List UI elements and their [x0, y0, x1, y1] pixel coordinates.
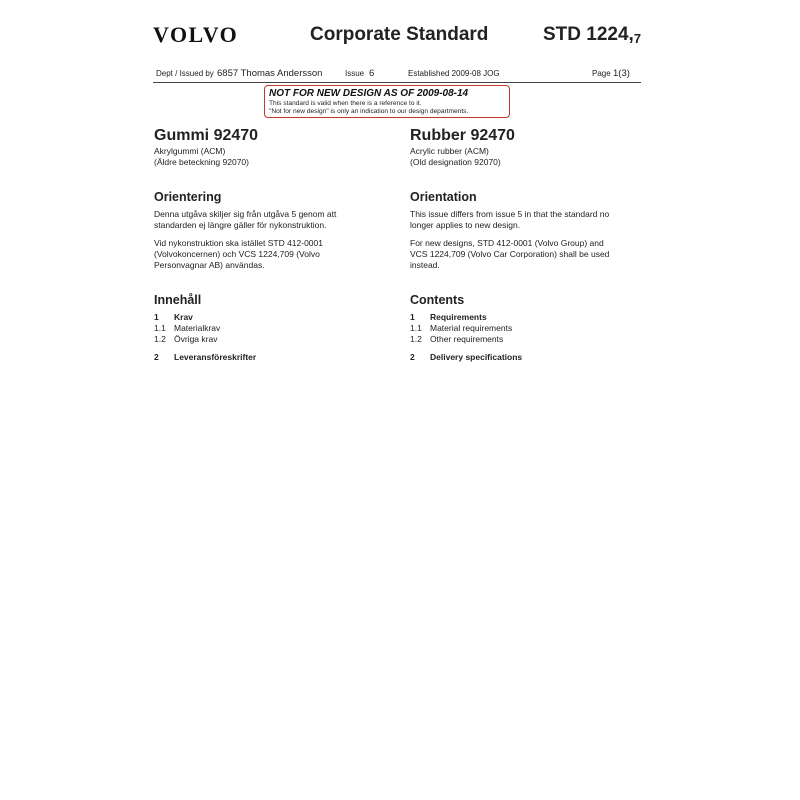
toc-label: Material requirements	[430, 323, 513, 333]
swedish-subtitle-1: Akrylgummi (ACM)	[154, 146, 226, 156]
toc-item	[154, 312, 394, 323]
english-subtitle-1: Acrylic rubber (ACM)	[410, 146, 489, 156]
toc-item	[410, 334, 650, 345]
text-line: VCS 1224,709 (Volvo Car Corporation) shall be used	[410, 249, 610, 259]
dept-label: Dept / Issued by	[156, 69, 214, 78]
english-column	[410, 126, 650, 363]
toc-number: 2	[154, 352, 159, 362]
toc-number: 1.2	[154, 334, 166, 344]
swedish-table-of-contents	[154, 312, 394, 363]
document-number-main: STD 1224,	[543, 24, 634, 45]
toc-label: Delivery specifications	[430, 352, 523, 362]
english-subtitle-2: (Old designation 92070)	[410, 157, 501, 167]
notice-title: NOT FOR NEW DESIGN AS OF 2009-08-14	[269, 88, 469, 99]
toc-item	[410, 323, 650, 334]
toc-number: 1	[410, 312, 415, 322]
text-line: instead.	[410, 260, 440, 270]
english-table-of-contents	[410, 312, 650, 363]
text-line: This issue differs from issue 5 in that the standard no	[410, 209, 610, 219]
toc-label: Övriga krav	[174, 334, 218, 344]
not-for-new-design-notice	[264, 85, 510, 118]
toc-label: Requirements	[430, 312, 487, 322]
issue-label: Issue	[345, 69, 365, 78]
swedish-orientation-paragraph-1	[154, 209, 394, 231]
english-contents-heading: Contents	[410, 293, 465, 307]
page-value: 1(3)	[613, 68, 630, 79]
text-line: standarden ej längre gäller för nykonstruktion.	[154, 220, 327, 230]
english-orientation-heading: Orientation	[410, 190, 477, 204]
toc-label: Leveransföreskrifter	[174, 352, 257, 362]
toc-label: Krav	[174, 312, 193, 322]
text-line: Personvagnar AB) användas.	[154, 260, 265, 270]
dept-value: 6857 Thomas Andersson	[217, 68, 323, 79]
volvo-logo: VOLVO	[153, 22, 239, 47]
toc-item	[154, 323, 394, 334]
toc-label: Materialkrav	[174, 323, 221, 333]
english-orientation-paragraph-1	[410, 209, 650, 231]
text-line: Denna utgåva skiljer sig från utgåva 5 genom att	[154, 209, 337, 219]
document-type: Corporate Standard	[310, 24, 489, 45]
toc-label: Other requirements	[430, 334, 504, 344]
swedish-contents-heading: Innehåll	[154, 293, 202, 307]
established-date: Established 2009-08 JOG	[408, 69, 500, 78]
toc-item	[154, 352, 394, 363]
toc-number: 1.2	[410, 334, 422, 344]
toc-number: 1.1	[154, 323, 166, 333]
swedish-title: Gummi 92470	[154, 127, 259, 144]
toc-number: 1	[154, 312, 159, 322]
swedish-column	[154, 126, 394, 363]
notice-line-1: This standard is valid when there is a reference to it.	[269, 100, 422, 107]
toc-item	[410, 312, 650, 323]
text-line: longer applies to new design.	[410, 220, 521, 230]
toc-number: 2	[410, 352, 415, 362]
english-orientation-paragraph-2	[410, 238, 650, 271]
notice-line-2: "Not for new design" is only an indication to our design departments.	[269, 108, 469, 115]
text-line: Vid nykonstruktion ska istället STD 412-0001	[154, 238, 323, 248]
document-number-suffix: 7	[633, 31, 642, 46]
text-line: For new designs, STD 412-0001 (Volvo Group) and	[410, 238, 604, 248]
swedish-orientation-heading: Orientering	[154, 190, 222, 204]
metadata-row	[153, 66, 641, 83]
toc-item	[410, 352, 650, 363]
text-line: (Volvokoncernen) och VCS 1224,709 (Volvo	[154, 249, 320, 259]
swedish-subtitle-2: (Äldre beteckning 92070)	[154, 157, 249, 167]
toc-item	[154, 334, 394, 345]
swedish-orientation-paragraph-2	[154, 238, 394, 271]
document-number	[543, 24, 641, 46]
english-title: Rubber 92470	[410, 127, 515, 144]
page-label: Page	[592, 69, 611, 78]
issue-value: 6	[369, 68, 375, 79]
toc-number: 1.1	[410, 323, 422, 333]
